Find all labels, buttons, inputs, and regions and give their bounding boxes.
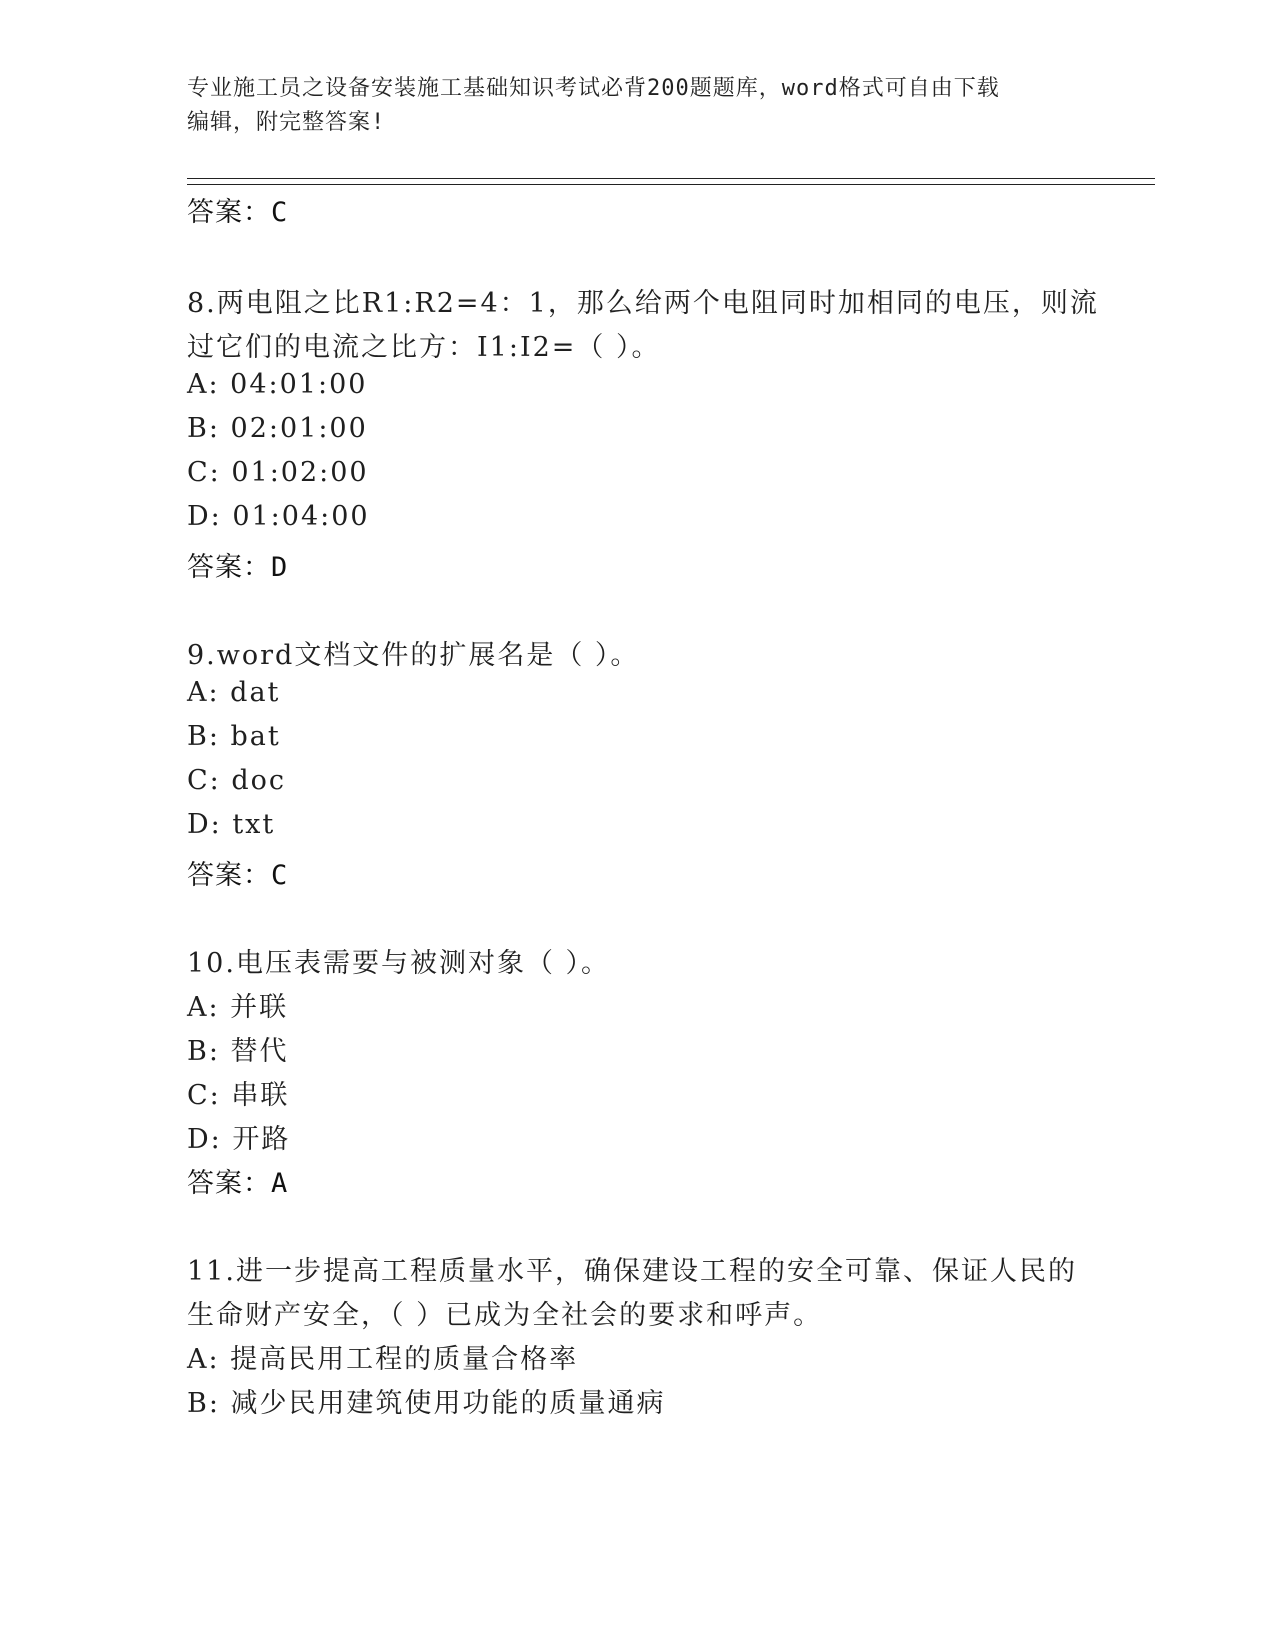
question-10-line-1: 10.电压表需要与被测对象（ ）。 xyxy=(187,948,611,979)
question-11-option-a: A: 提高民用工程的质量合格率 xyxy=(187,1344,579,1375)
document-header xyxy=(187,72,1067,140)
question-11-option-b: B: 减少民用建筑使用功能的质量通病 xyxy=(187,1388,666,1419)
question-9-line-1: 9.word文档文件的扩展名是（ ）。 xyxy=(187,640,640,671)
question-8-option-c: C: 01:02:00 xyxy=(187,457,369,488)
question-8-line-2: 过它们的电流之比方：I1:I2=（ ）。 xyxy=(187,332,661,363)
question-8-option-a: A: 04:01:00 xyxy=(187,369,368,400)
header-line-1: 专业施工员之设备安装施工基础知识考试必背200题题库，word格式可自由下载 xyxy=(187,76,1000,101)
question-10-answer: 答案：A xyxy=(187,1168,289,1199)
question-8-answer: 答案：D xyxy=(187,552,289,583)
question-8-line-1: 8.两电阻之比R1:R2=4：1，那么给两个电阻同时加相同的电压，则流 xyxy=(187,288,1099,319)
header-line-2: 编辑，附完整答案! xyxy=(187,110,386,135)
header-rule-top xyxy=(187,178,1155,179)
question-9-option-d: D: txt xyxy=(187,809,276,840)
question-10-option-a: A: 并联 xyxy=(187,992,289,1023)
question-10-option-b: B: 替代 xyxy=(187,1036,289,1067)
question-10-option-c: C: 串联 xyxy=(187,1080,290,1111)
question-8-option-b: B: 02:01:00 xyxy=(187,413,368,444)
question-9-option-a: A: dat xyxy=(187,677,281,708)
question-10-option-d: D: 开路 xyxy=(187,1124,291,1155)
question-11-line-2: 生命财产安全，（ ）已成为全社会的要求和呼声。 xyxy=(187,1300,823,1331)
question-9-option-c: C: doc xyxy=(187,765,286,796)
answer-previous: 答案：C xyxy=(187,197,289,228)
question-9-answer: 答案：C xyxy=(187,860,289,891)
header-rule-bottom xyxy=(187,184,1155,185)
question-11-line-1: 11.进一步提高工程质量水平，确保建设工程的安全可靠、保证人民的 xyxy=(187,1256,1077,1287)
question-8-option-d: D: 01:04:00 xyxy=(187,501,370,532)
question-9-option-b: B: bat xyxy=(187,721,281,752)
